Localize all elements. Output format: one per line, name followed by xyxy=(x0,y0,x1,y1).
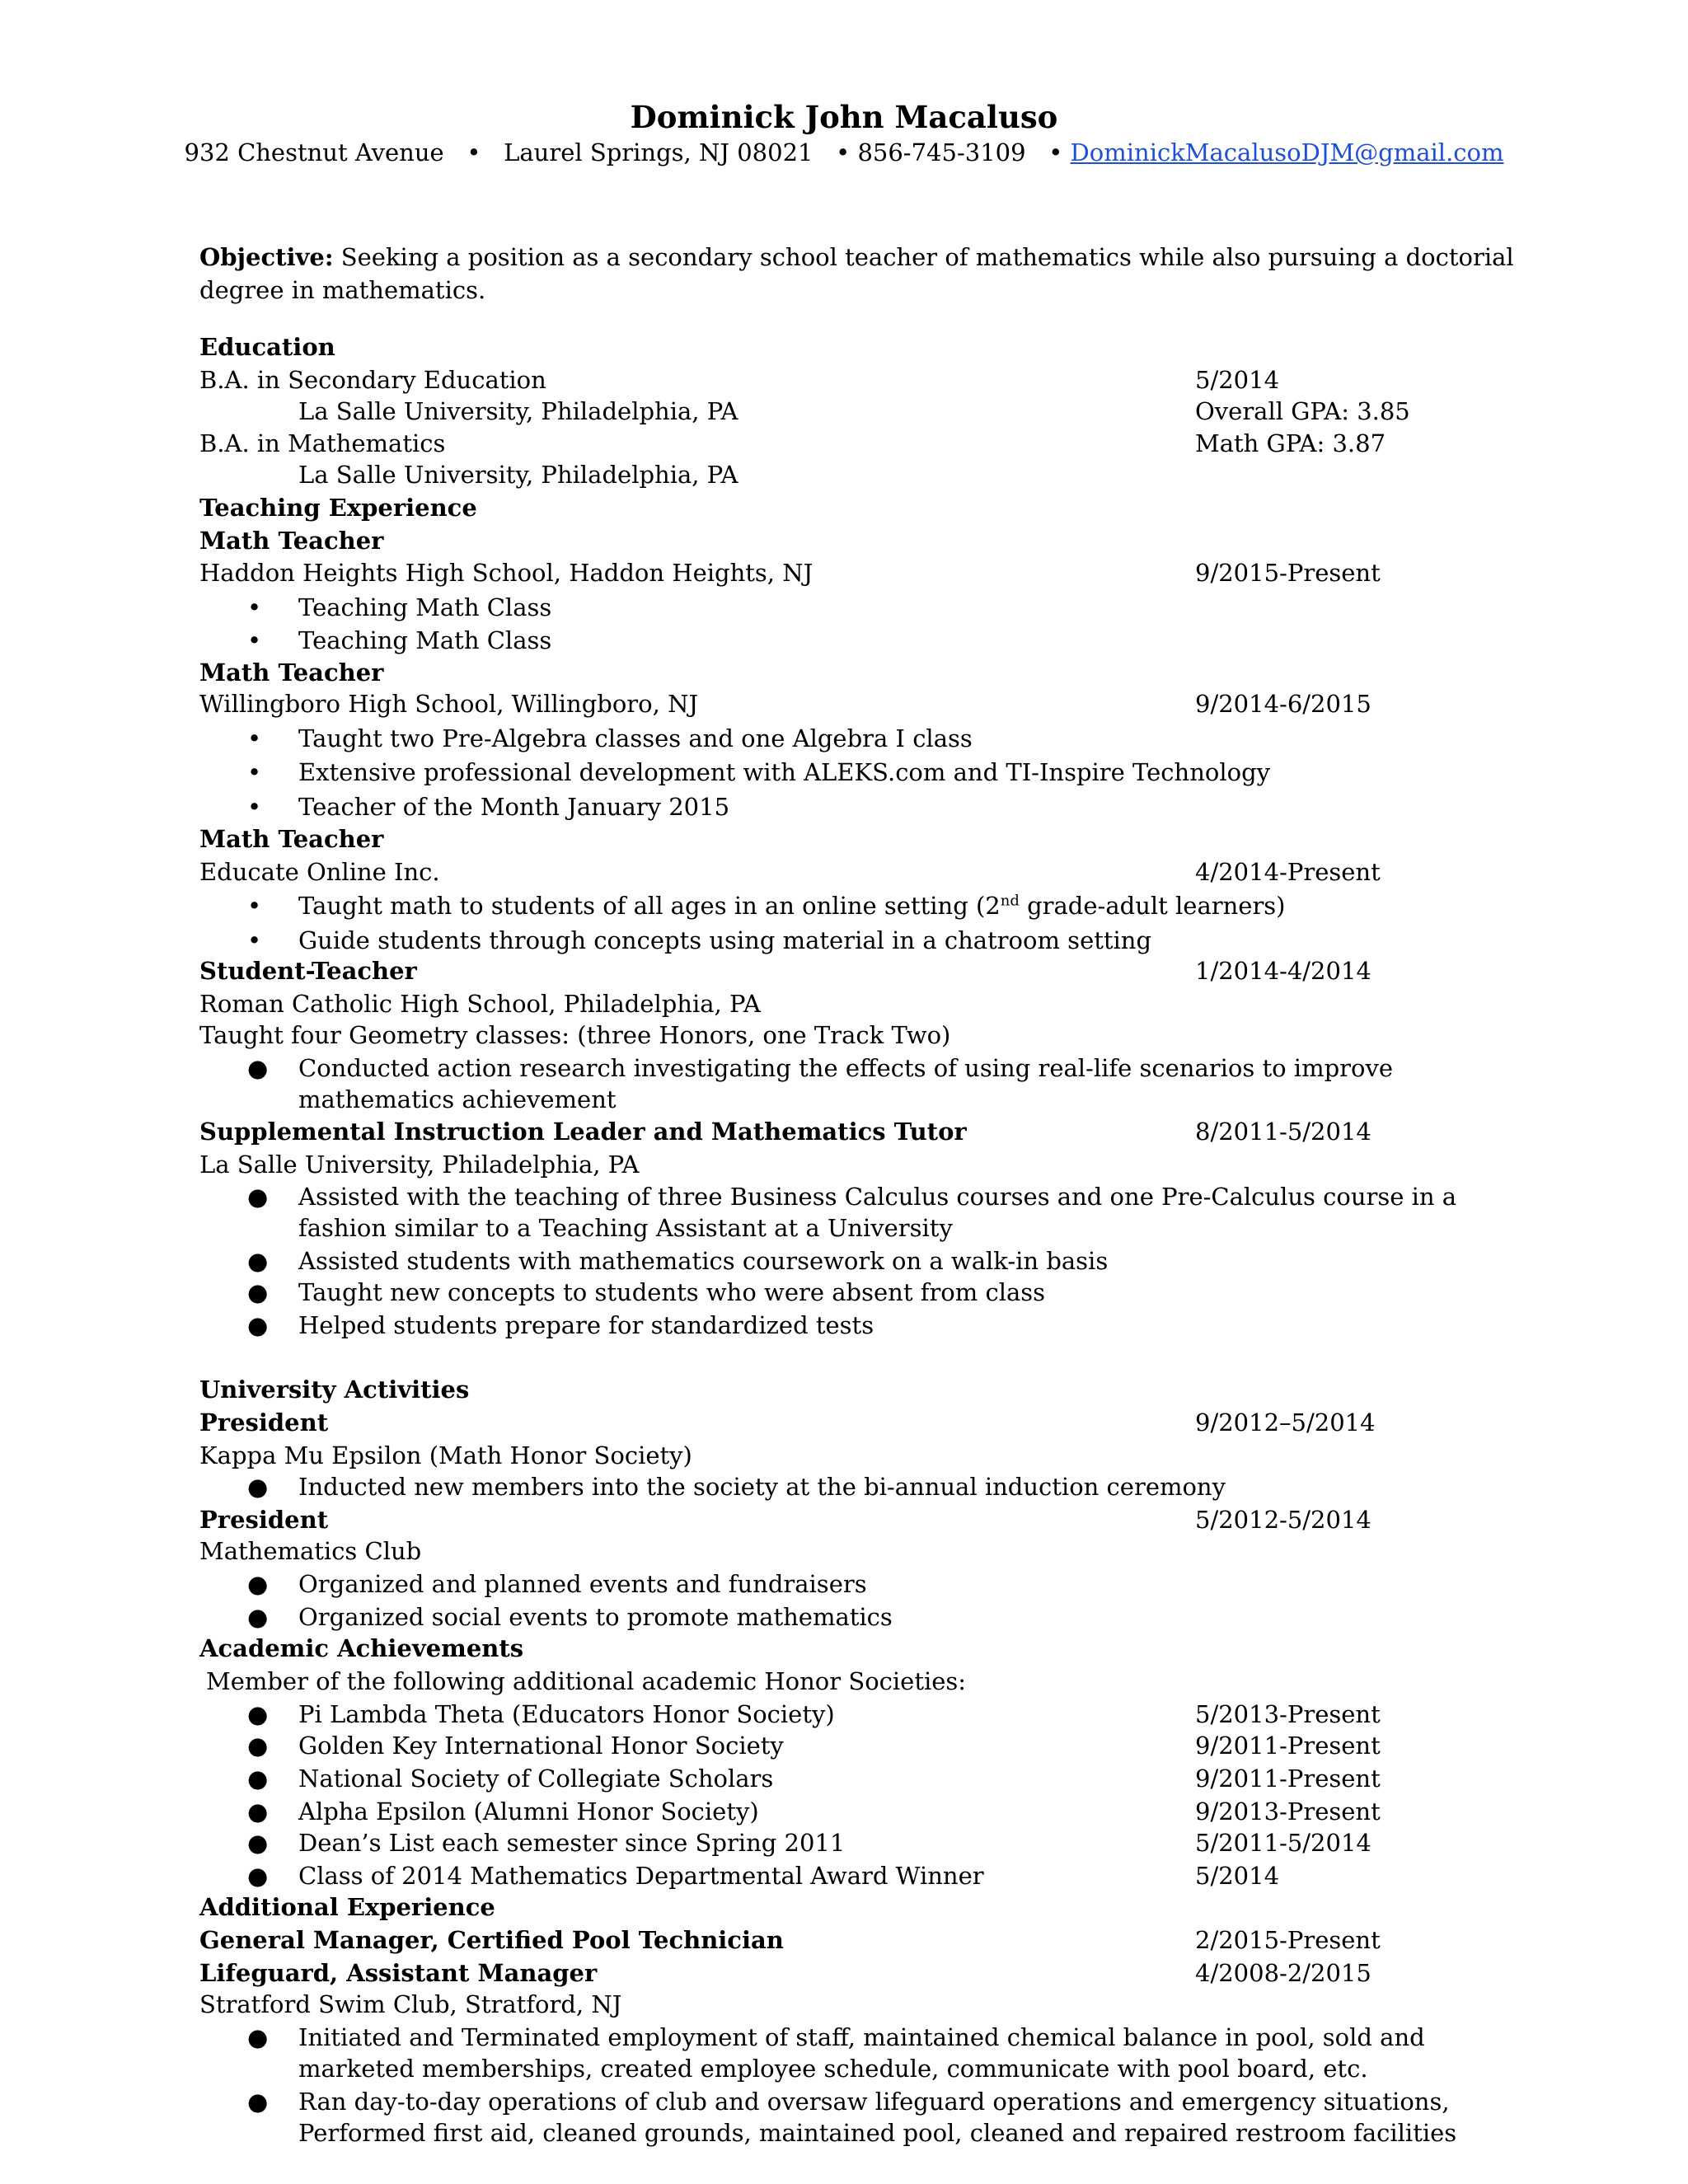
job-bullet-cont: marketed memberships, created employee schedule, communicate with pool board, etc. xyxy=(298,2055,1368,2083)
address: 932 Chestnut Avenue xyxy=(184,138,444,166)
bullet-text: Taught math to students of all ages in an online setting (2 xyxy=(298,892,1001,920)
activity-title: President xyxy=(199,1408,329,1436)
school-name: La Salle University, Philadelphia, PA xyxy=(298,461,738,489)
math-gpa: Math GPA: 3.87 xyxy=(1195,429,1386,457)
bullet-icon: ● xyxy=(247,2023,269,2051)
objective-line-2: degree in mathematics. xyxy=(199,276,486,304)
additional-heading: Additional Experience xyxy=(199,1893,495,1921)
job-bullet: Helped students prepare for standardized tests xyxy=(298,1311,874,1339)
job-title: Math Teacher xyxy=(199,658,384,687)
bullet-icon: ● xyxy=(247,1247,269,1275)
job-date: 4/2014-Present xyxy=(1195,858,1381,886)
degree-mathematics: B.A. in Mathematics xyxy=(199,429,446,457)
job-detail: Taught four Geometry classes: (three Honors, one Track Two) xyxy=(199,1021,951,1049)
bullet-icon: ● xyxy=(247,1473,269,1501)
overall-gpa: Overall GPA: 3.85 xyxy=(1195,397,1410,425)
teaching-heading: Teaching Experience xyxy=(199,494,477,522)
job-bullet-cont: Performed first aid, cleaned grounds, maintained pool, cleaned and repaired restroom facilities xyxy=(298,2119,1457,2147)
job-bullet: Assisted with the teaching of three Business Calculus courses and one Pre-Calculus course in a xyxy=(298,1183,1457,1211)
bullet-icon: • xyxy=(247,593,262,621)
bullet-text: grade-adult learners) xyxy=(1019,892,1286,920)
education-heading: Education xyxy=(199,333,335,361)
job-org: Stratford Swim Club, Stratford, NJ xyxy=(199,1990,622,2018)
activity-date: 5/2012-5/2014 xyxy=(1195,1506,1372,1534)
achievement-date: 9/2011-Present xyxy=(1195,1732,1381,1760)
job-bullet: Guide students through concepts using material in a chatroom setting xyxy=(298,926,1152,954)
job-org: Roman Catholic High School, Philadelphia, PA xyxy=(199,990,761,1018)
separator: • xyxy=(836,138,851,166)
bullet-icon: • xyxy=(247,758,262,786)
job-bullet: Assisted students with mathematics coursework on a walk-in basis xyxy=(298,1247,1109,1275)
city: Laurel Springs, NJ 08021 xyxy=(504,138,814,166)
job-org: Willingboro High School, Willingboro, NJ xyxy=(199,690,699,718)
email-link[interactable]: DominickMacalusoDJM@gmail.com xyxy=(1070,138,1504,166)
bullet-icon: • xyxy=(247,926,262,954)
activity-title: President xyxy=(199,1506,329,1534)
job-bullet-cont: fashion similar to a Teaching Assistant at a University xyxy=(298,1214,953,1242)
achievement-date: 9/2013-Present xyxy=(1195,1797,1381,1825)
job-title: Math Teacher xyxy=(199,527,384,555)
achievement-item: Dean’s List each semester since Spring 2011 xyxy=(298,1829,846,1857)
activity-org: Kappa Mu Epsilon (Math Honor Society) xyxy=(199,1441,692,1469)
bullet-icon: ● xyxy=(247,1797,269,1825)
job-date: 9/2014-6/2015 xyxy=(1195,690,1372,718)
bullet-icon: ● xyxy=(247,1862,269,1890)
job-bullet-cont: mathematics achievement xyxy=(298,1085,617,1113)
bullet-icon: ● xyxy=(247,1311,269,1339)
bullet-icon: ● xyxy=(247,1732,269,1760)
activity-org: Mathematics Club xyxy=(199,1537,422,1565)
job-bullet: Conducted action research investigating the effects of using real-life scenarios to improve xyxy=(298,1054,1394,1082)
achievement-item: Pi Lambda Theta (Educators Honor Society) xyxy=(298,1700,835,1728)
job-bullet xyxy=(298,891,1286,921)
bullet-icon: ● xyxy=(247,1765,269,1793)
job-org: Educate Online Inc. xyxy=(199,858,440,886)
school-name: La Salle University, Philadelphia, PA xyxy=(298,397,738,425)
activity-bullet: Inducted new members into the society at the bi-annual induction ceremony xyxy=(298,1473,1226,1501)
job-bullet: Teaching Math Class xyxy=(298,626,552,654)
bullet-icon: ● xyxy=(247,1054,269,1082)
bullet-icon: • xyxy=(247,892,262,920)
job-org: La Salle University, Philadelphia, PA xyxy=(199,1151,640,1179)
job-bullet: Initiated and Terminated employment of staff, maintained chemical balance in pool, sold and xyxy=(298,2023,1425,2051)
achievement-item: Class of 2014 Mathematics Departmental Award Winner xyxy=(298,1862,984,1890)
achievement-item: Golden Key International Honor Society xyxy=(298,1732,784,1760)
job-title: General Manager, Certified Pool Technician xyxy=(199,1926,784,1954)
job-date: 9/2015-Present xyxy=(1195,559,1381,587)
bullet-icon: ● xyxy=(247,1570,269,1598)
achievement-date: 5/2011-5/2014 xyxy=(1195,1829,1372,1857)
achievement-item: National Society of Collegiate Scholars xyxy=(298,1765,774,1793)
candidate-name: Dominick John Macaluso xyxy=(630,99,1058,135)
bullet-icon: ● xyxy=(247,1829,269,1857)
objective-line-1 xyxy=(199,242,1514,272)
degree-secondary-ed: B.A. in Secondary Education xyxy=(199,366,546,394)
activity-bullet: Organized and planned events and fundraisers xyxy=(298,1570,867,1598)
achievement-item: Alpha Epsilon (Alumni Honor Society) xyxy=(298,1797,759,1825)
bullet-icon: ● xyxy=(247,2088,269,2116)
job-bullet: Teaching Math Class xyxy=(298,593,552,621)
bullet-icon: ● xyxy=(247,1700,269,1728)
job-title: Lifeguard, Assistant Manager xyxy=(199,1959,598,1987)
activity-date: 9/2012–5/2014 xyxy=(1195,1408,1376,1436)
job-title: Student-Teacher xyxy=(199,957,417,985)
bullet-icon: • xyxy=(247,724,262,752)
bullet-icon: • xyxy=(247,793,262,821)
degree-date: 5/2014 xyxy=(1195,366,1280,394)
objective-text: Seeking a position as a secondary school teacher of mathematics while also pursuing a doctorial xyxy=(340,243,1514,271)
achievement-date: 5/2013-Present xyxy=(1195,1700,1381,1728)
activity-bullet: Organized social events to promote mathematics xyxy=(298,1603,893,1631)
job-date: 2/2015-Present xyxy=(1195,1926,1381,1954)
job-bullet: Ran day-to-day operations of club and oversaw lifeguard operations and emergency situations, xyxy=(298,2088,1450,2116)
job-bullet: Extensive professional development with ALEKS.com and TI-Inspire Technology xyxy=(298,758,1271,786)
job-org: Haddon Heights High School, Haddon Heights, NJ xyxy=(199,559,814,587)
bullet-icon: ● xyxy=(247,1603,269,1631)
job-date: 4/2008-2/2015 xyxy=(1195,1959,1372,1987)
job-title: Supplemental Instruction Leader and Mathematics Tutor xyxy=(199,1118,967,1146)
bullet-icon: ● xyxy=(247,1183,269,1211)
activities-heading: University Activities xyxy=(199,1376,470,1404)
achievement-date: 9/2011-Present xyxy=(1195,1765,1381,1793)
job-bullet: Taught new concepts to students who were absent from class xyxy=(298,1278,1046,1306)
separator: • xyxy=(467,138,481,166)
achievement-date: 5/2014 xyxy=(1195,1862,1280,1890)
job-date: 1/2014-4/2014 xyxy=(1195,957,1372,985)
job-bullet: Taught two Pre-Algebra classes and one Algebra I class xyxy=(298,724,973,752)
bullet-icon: ● xyxy=(247,1278,269,1306)
bullet-icon: • xyxy=(247,626,262,654)
contact-line xyxy=(0,138,1688,167)
phone: 856-745-3109 xyxy=(857,138,1026,166)
achievements-intro: Member of the following additional academic Honor Societies: xyxy=(206,1667,967,1695)
separator: • xyxy=(1048,138,1063,166)
job-date: 8/2011-5/2014 xyxy=(1195,1118,1372,1146)
job-bullet: Teacher of the Month January 2015 xyxy=(298,793,730,821)
objective-label: Objective: xyxy=(199,243,334,271)
ordinal-suffix: nd xyxy=(1000,892,1020,910)
job-title: Math Teacher xyxy=(199,825,384,853)
achievements-heading: Academic Achievements xyxy=(199,1634,524,1662)
